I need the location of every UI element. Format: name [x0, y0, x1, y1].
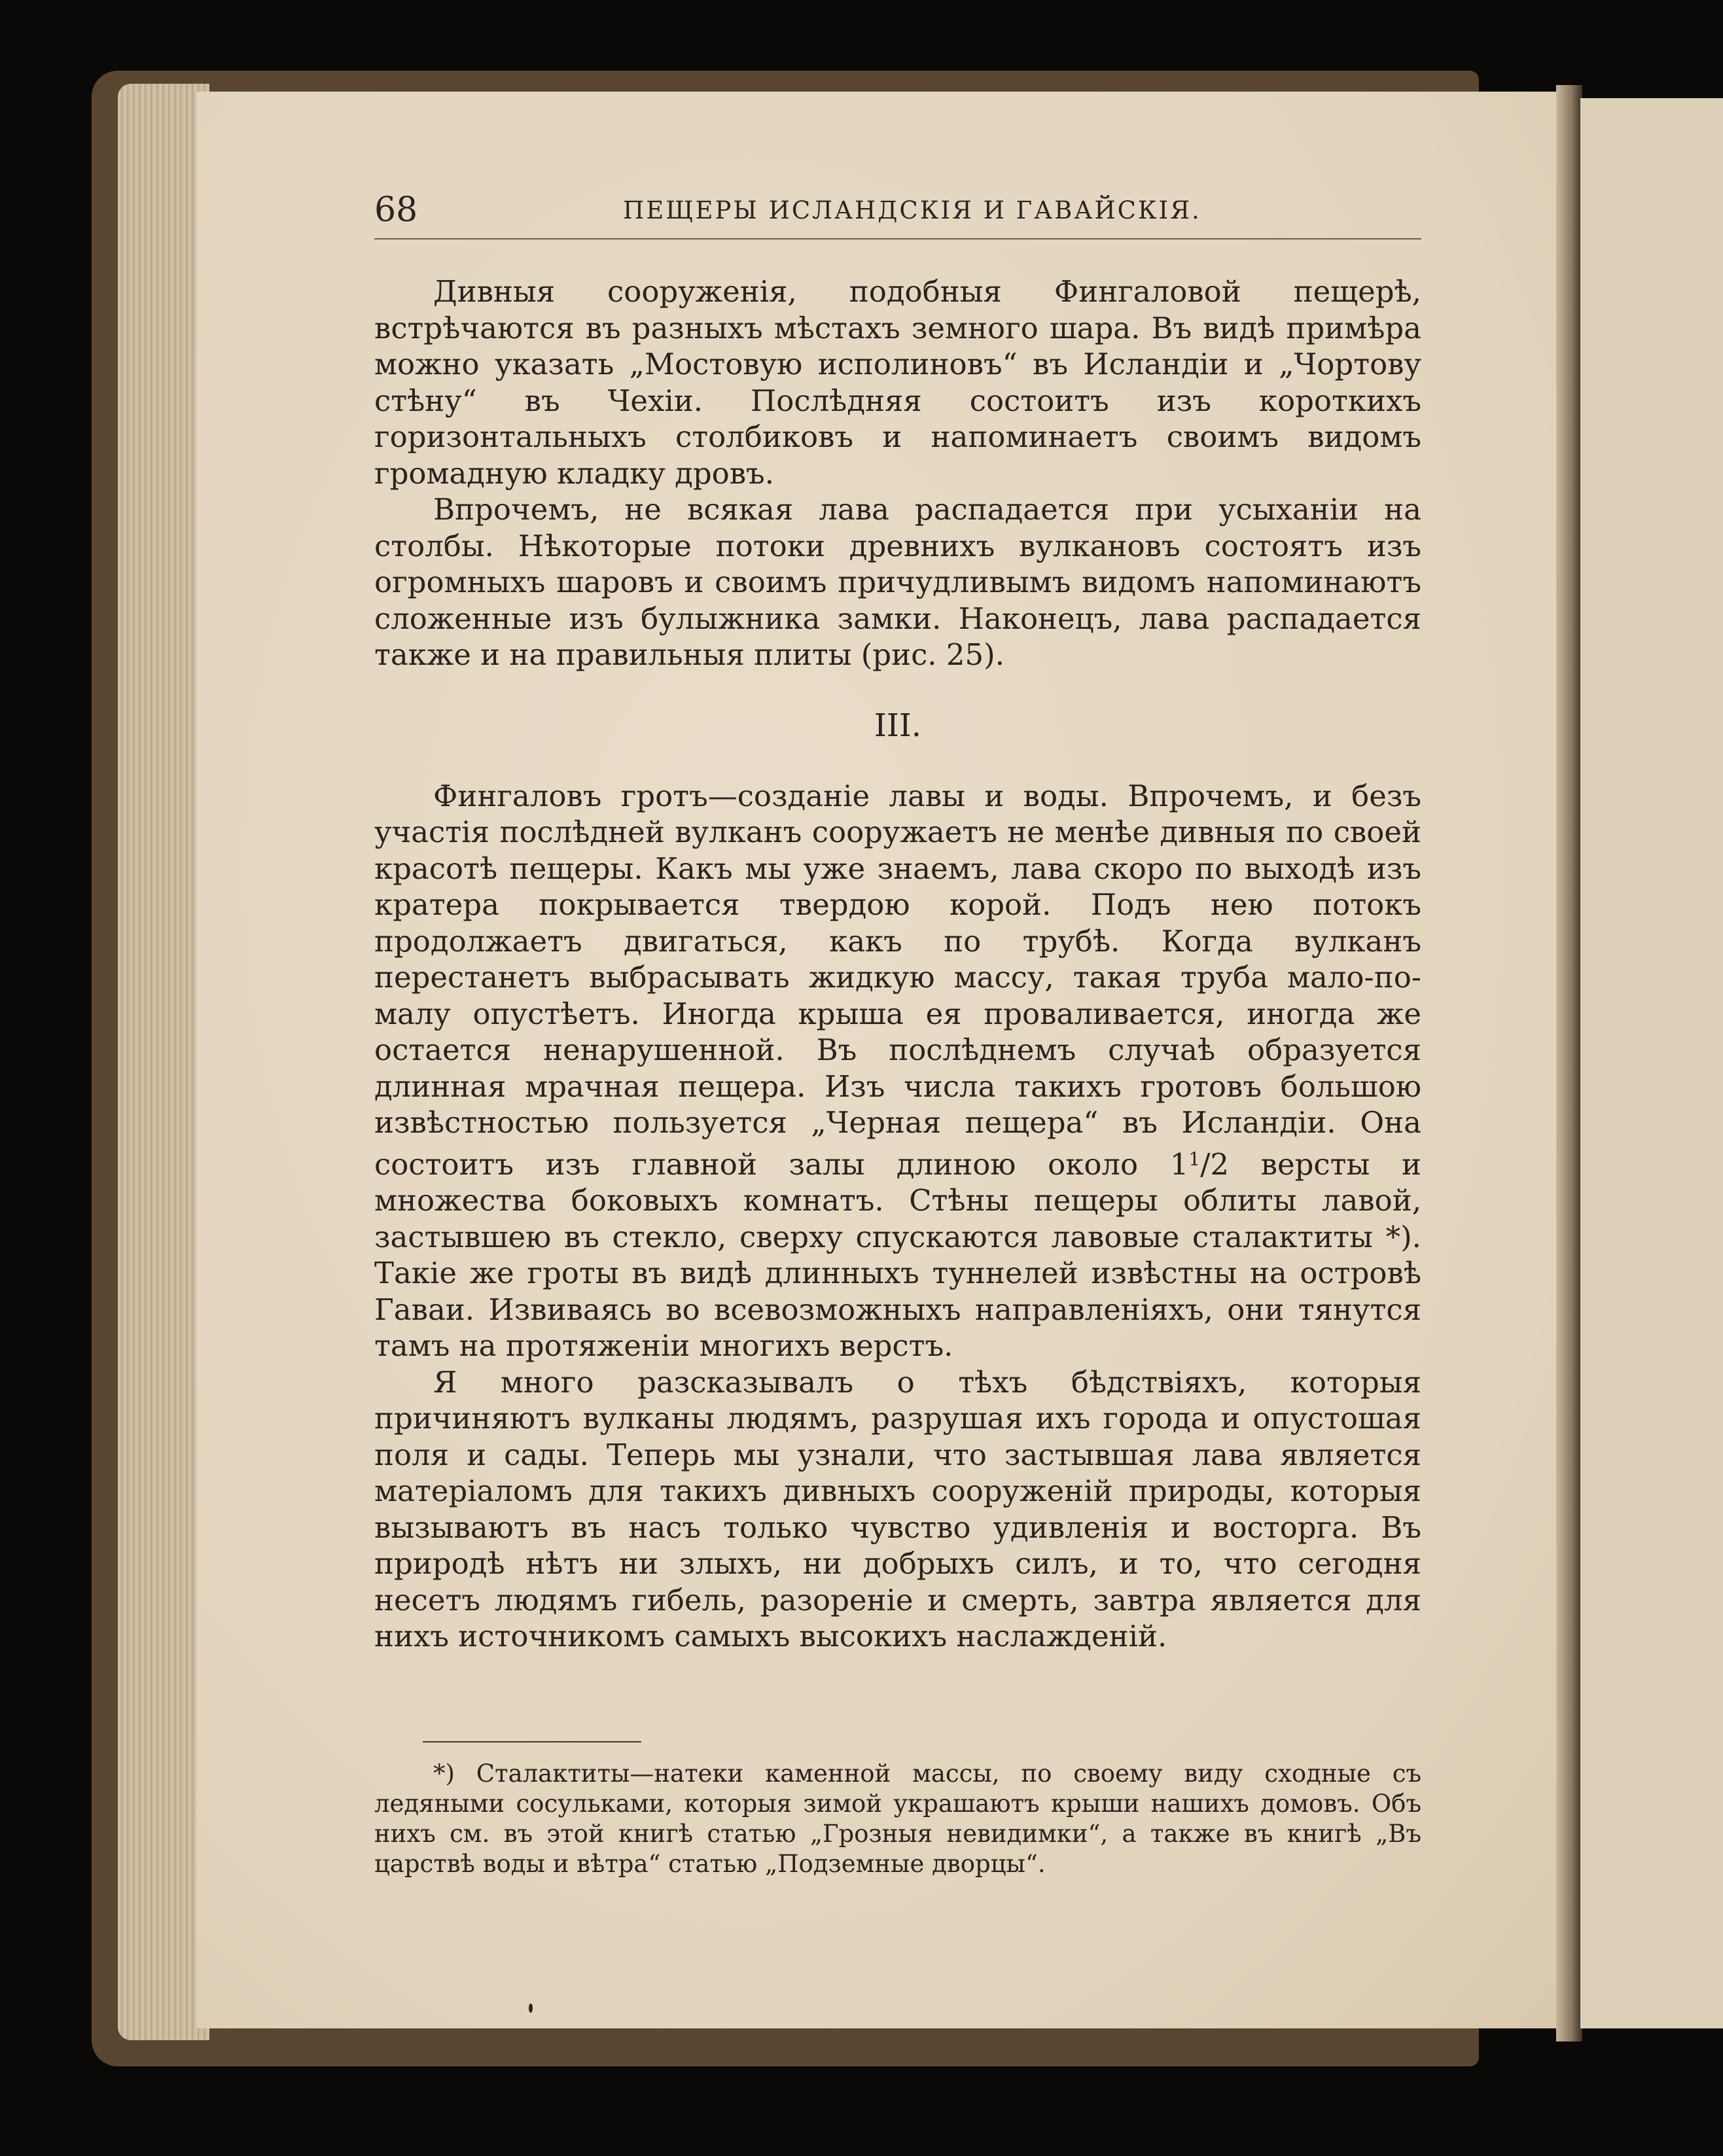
paragraph [374, 778, 1421, 1364]
paragraph-text: версты и множества боковыхъ комнатъ. Стѣны пещеры облиты лавой, застывшею въ стекло, сверху спускаются лавовые сталактиты *). Такіе же гроты въ видѣ длинныхъ туннелей извѣстны на островѣ Гаваи. Извиваясь во всевозможныхъ направленіяхъ, они тянутся тамъ на протяженіи многихъ верстъ. [374, 1146, 1421, 1363]
fraction-denominator: /2 [1200, 1146, 1230, 1182]
paragraph: Дивныя сооруженія, подобныя Фингаловой пещерѣ, встрѣчаются въ разныхъ мѣстахъ земного шара. Въ видѣ примѣра можно указать „Мостовую исполиновъ“ въ Исландіи и „Чортову стѣну“ въ Чехіи. Послѣдняя состоитъ изъ короткихъ горизонтальныхъ столбиковъ и напоминаетъ своимъ видомъ громадную кладку дровъ. [374, 274, 1421, 491]
ink-speck [529, 2004, 533, 2013]
running-title: ПЕЩЕРЫ ИСЛАНДСКІЯ И ГАВАЙСКІЯ. [623, 196, 1201, 224]
fraction-superscript: 1 [1188, 1148, 1201, 1170]
footnote [374, 1759, 1421, 1879]
paragraph-text: Фингаловъ гротъ—созданіе лавы и воды. Впрочемъ, и безъ участія послѣдней вулканъ сооружаетъ не менѣе дивныя по своей красотѣ пещеры. Какъ мы уже знаемъ, лава скоро по выходѣ изъ кратера покрывается твердою корой. Подъ нею потокъ продолжаетъ двигаться, какъ по трубѣ. Когда вулканъ перестанетъ выбрасывать жидкую массу, такая труба мало-по-малу опустѣетъ. Иногда крыша ея проваливается, иногда же остается ненарушенной. Въ послѣднемъ случаѣ образуется длинная мрачная пещера. Изъ числа такихъ гротовъ большою извѣстностью пользуется „Черная пещера“ въ Исландіи. Она состоитъ изъ главной залы длиною около 1 [374, 778, 1421, 1182]
facing-page-edge [1580, 98, 1723, 2028]
page-edges [118, 84, 209, 2040]
body-text [374, 274, 1421, 1655]
book-gutter [1556, 85, 1582, 2041]
header-rule [374, 238, 1421, 239]
footnote-text: *) Сталактиты—натеки каменной массы, по своему виду сходные съ ледяными сосульками, которыя зимой украшаютъ крыши нашихъ домовъ. Объ нихъ см. въ этой книгѣ статью „Грозныя невидимки“, а также въ книгѣ „Въ царствѣ воды и вѣтра“ статью „Подземные дворцы“. [374, 1759, 1421, 1878]
page-number: 68 [374, 190, 418, 230]
paragraph: Впрочемъ, не всякая лава распадается при усыханіи на столбы. Нѣкоторые потоки древнихъ вулкановъ состоятъ изъ огромныхъ шаровъ и своимъ причудливымъ видомъ напоминаютъ сложенные изъ булыжника замки. Наконецъ, лава распадается также и на правильныя плиты (рис. 25). [374, 492, 1421, 672]
footnote-rule [423, 1741, 641, 1742]
section-heading: III. [874, 707, 922, 744]
running-head [374, 187, 1421, 233]
paragraph: Я много разсказывалъ о тѣхъ бѣдствіяхъ, которыя причиняютъ вулканы людямъ, разрушая ихъ города и опустошая поля и сады. Теперь мы узнали, что застывшая лава является матеріаломъ для такихъ дивныхъ сооруженій природы, которыя вызываютъ въ насъ только чувство удивленія и восторга. Въ природѣ нѣтъ ни злыхъ, ни добрыхъ силъ, и то, что сегодня несетъ людямъ гибель, разореніе и смерть, завтра является для нихъ источникомъ самыхъ высокихъ наслажденій. [374, 1364, 1421, 1653]
